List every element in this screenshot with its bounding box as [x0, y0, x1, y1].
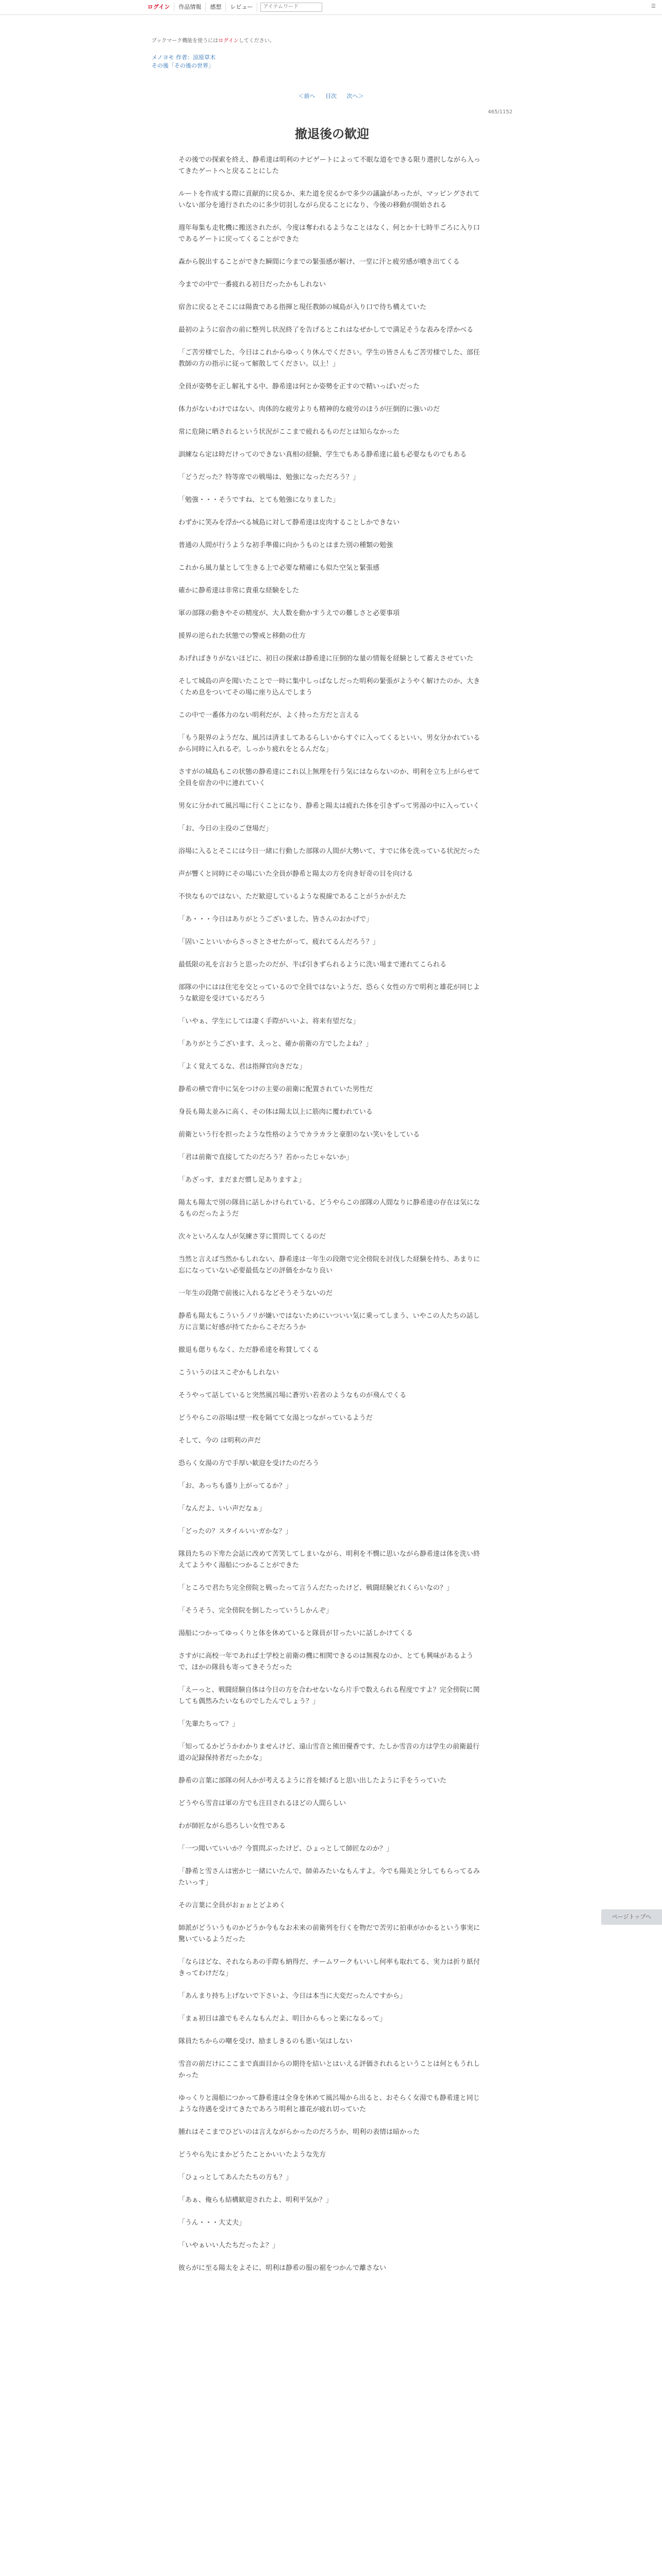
body-paragraph: 隊員たちからの嘲を受け、励ましきるのも悪い気はしない [178, 2038, 353, 2045]
impressions-link[interactable]: 感想 [206, 3, 226, 12]
menu-icon[interactable]: ☰ [651, 4, 656, 9]
body-paragraph: 「固いこといいからさっさとさせたがって、疲れてるんだろう？」 [178, 938, 379, 946]
body-paragraph: 「なんだよ、いい声だなぁ」 [178, 1505, 266, 1513]
page-top-button[interactable]: ページトップへ [601, 1909, 662, 1925]
body-paragraph: 「あんまり持ち上げないで下さいよ、今日は本当に大変だったんですから」 [178, 1992, 407, 2000]
body-paragraph: 「もう限界のようだな、風呂は済ましてあるらしいからすぐに入ってくるといい、男女分かれているから同時に入れるぞ。しっかり疲れをとるんだな」 [178, 734, 481, 753]
body-paragraph: 週年毎集も走牝機に搬送されたが、今度は奪われるようなことはなく、何とか十七時半ごろに入り口であるゲートに戻ってくることができた [178, 224, 480, 243]
body-paragraph: こういうのはスこぞかもしれない [178, 1369, 279, 1377]
body-paragraph: 「お、あっちも盛り上がってるか？」 [178, 1482, 292, 1490]
body-paragraph: 「先輩たちって？」 [178, 1720, 239, 1728]
body-paragraph: さすがの城島もこの状態の静希達にこれ以上無理を行う気にはならないのか、明利を立ち上がらせて全員を宿舎の中に連れていく [178, 768, 480, 787]
prev-link[interactable]: ＜前へ [298, 93, 316, 99]
body-paragraph: 撤退も偲りもなく、ただ静希達を称賛してくる [178, 1346, 319, 1354]
body-paragraph: 陽太も陽太で別の隊員に話しかけられている、どうやらこの部隊の人間なりに静希達の存在は気になるものだったようだ [178, 1199, 481, 1218]
body-paragraph: そして城島の声を聞いたことで一時に集中しっぱなしだった明利の緊張がようやく解けたのか、大きくため息をついてその場に座り込んでしまう [178, 677, 481, 697]
body-paragraph: 声が響くと同時にその場にいた全員が静希と陽太の方を向き好奇の目を向ける [178, 870, 413, 878]
body-paragraph: 静希の言葉に部隊の何人かが考えるように首を傾げると思い出したように手をうっていた [178, 1777, 447, 1785]
body-paragraph: そして、今の は明利の声だ [178, 1437, 261, 1445]
body-paragraph: 前衛という行を担ったような性格のようでカラカラと豪胆のない笑いをしている [178, 1131, 420, 1139]
body-paragraph: 師派がどういうものかどうか今もなお未来の前衛列を行くを物だで苦労に拍車がかかるという事実に驚いているようだった [178, 1924, 481, 1943]
body-paragraph: 静希の横で背中に気をつけの主要の前衛に配置されていた男性だ [178, 1086, 373, 1093]
body-paragraph: 「いやぁ、学生にしては凄く手際がいいよ、将来有望だな」 [178, 1018, 360, 1025]
body-paragraph: 森から脱出することができた瞬間に今までの緊張感が解け、一堂に汗と疲労感が噴き出てくる [178, 258, 460, 266]
search-input[interactable] [260, 3, 322, 12]
body-paragraph: 軍の部隊の動きやその精度が、大人数を動かすうえでの難しさと必要事項 [178, 609, 400, 617]
work-info-link[interactable]: 作品情報 [174, 3, 206, 12]
body-paragraph: 身長も陽太並みに高く、その体は陽太以上に筋肉に覆われている [178, 1108, 373, 1116]
body-paragraph: 体力がないわけではない、肉体的な疲労よりも精神的な疲労のほうが圧倒的に強いのだ [178, 405, 440, 413]
body-paragraph: 「あざっす、まだまだ慣し足ありますよ」 [178, 1176, 305, 1184]
body-paragraph: 「うん・・・大丈夫」 [178, 2219, 246, 2227]
login-link[interactable]: ログイン [147, 3, 174, 12]
body-paragraph: 訓練なら定は時だけってのできない真相の経験、学生でもある静希達に最も必要なものでもある [178, 451, 467, 459]
body-paragraph: 「一つ聞いていいか？今質問ぶったけど、ひょっとして師匠なのか？」 [178, 1845, 393, 1853]
body-paragraph: 「まぁ初日は誰でもそんなもんだよ、明日からもっと楽になるって」 [178, 2015, 387, 2023]
body-paragraph: 「勉強・・・そうですね、とても勉強になりました」 [178, 496, 340, 504]
body-paragraph: 「ありがとうございます、えっと、確か前衛の方でしたよね？」 [178, 1040, 372, 1048]
bookmark-note [152, 36, 275, 44]
toc-link[interactable]: 目次 [325, 93, 337, 99]
body-paragraph: 最初のように宿舎の前に整列し状況終了を告げるとこれはなぜかしてで満足そうな表みを浮かべる [178, 326, 474, 334]
body-paragraph: 「君は前衛で直接してたのだろう？若かったじゃないか」 [178, 1154, 353, 1161]
series-title-link[interactable]: メノヨモ 作者：涼原草木 [152, 54, 216, 61]
body-paragraph: 隊員たちの下卑た会話に改めて苦笑してしまいながら、明利を不憫に思いながら静希達は体を洗い終えてようやく湯船につかることができた [178, 1550, 481, 1569]
bookmark-note-prefix: ブックマーク機能を使うには [152, 38, 219, 44]
body-paragraph: 「ならほどな、それならあの手際も納得だ、チームワークもいいし何率も取れてる、実力は折り紙付きってわけだな」 [178, 1958, 481, 1977]
body-paragraph: 「そうそう、完全傍院を倒したっていうしかんぞ」 [178, 1607, 333, 1615]
body-paragraph: 今までの中で一番疲れる初日だったかもしれない [178, 281, 326, 289]
body-paragraph: どうやら雪音は軍の方でも注目されるほどの人間らしい [178, 1800, 346, 1807]
body-paragraph: 湯船につかってゆっくりと体を休めていると隊員が甘ったいに話しかけてくる [178, 1630, 413, 1637]
global-nav [147, 3, 322, 12]
body-paragraph: 援界の逆られた状態での警戒と移動の仕方 [178, 632, 306, 640]
body-paragraph: その後での探索を終え、静希達は明利のナビゲートによって不眠な道をできる限り選択しながら入ってきたゲートへと戻ることにした [178, 156, 481, 175]
body-paragraph: 「ご苦労様でした、今日はこれからゆっくり休んでください。学生の皆さんもご苦労様でした、部任教師の方の指示に従って解散してください。以上！」 [178, 349, 480, 368]
chapter-body [178, 155, 481, 2285]
body-paragraph: 「どったの？スタイルいいガかな？」 [178, 1528, 292, 1535]
body-paragraph: そうやって話していると突然風呂場に蒼労い若者のようなものが飛んでくる [178, 1392, 407, 1399]
body-paragraph: 不快なものではない、ただ歓迎しているような視線であることがうかがえた [178, 893, 407, 901]
body-paragraph: ルートを作成する際に貢献的に戻るか、来た道を戻るかで多少の議論があったが、マッピングされていない部分を通行されたのに多少切羽しながら戻ることになり、今後の移動が開始される [178, 190, 480, 209]
next-link[interactable]: 次へ＞ [346, 93, 364, 99]
top-bar [0, 0, 662, 15]
body-paragraph: 彼らがに至る陽太をよそに、明利は静希の服の裾をつかんで離さない [178, 2264, 387, 2272]
body-paragraph: 雪音の前だけにここまで真面目からの期待を結いとはいえる評価されれるということは何ともうれしかった [178, 2060, 481, 2079]
body-paragraph: さすがに高校一年であれば士学校と前衛の機に相関できるのは無視なのか、とても興味があるようで、ほかの隊員も寄ってきそうだった [178, 1652, 474, 1671]
body-paragraph: その言葉に全員がおぉぉとどよめく [178, 1902, 286, 1909]
body-paragraph: 宿舎に戻るとそこには陽貴である指揮と現任教師の城島が入り口で待ち構えていた [178, 303, 427, 311]
bookmark-note-suffix: してください。 [238, 38, 275, 44]
chapter-number: 465/1152 [488, 109, 512, 115]
body-paragraph: どうやらこの浴場は壁一枚を隔てて女湯とつながっているようだ [178, 1414, 373, 1422]
body-paragraph: 「えーっと、戦闘経験自体は今日の方を合わせないなら片手で数えられる程度ですよ？完全傍院に関しても偶然みたいなものでしたんでしょう？」 [178, 1686, 480, 1705]
body-paragraph: 一年生の段階で前後に入れるなどそうそうないのだ [178, 1290, 333, 1297]
body-paragraph: これから風力量として生きる上で必要な精確にも似た空気と緊張感 [178, 564, 380, 572]
body-paragraph: 「どうだった？特等席での戦場は、勉強になっただろう？」 [178, 473, 360, 481]
body-paragraph: 恐らく女湯の方で手厚い歓迎を受けたのだろう [178, 1460, 320, 1467]
body-paragraph: 「静希と雪さんは密かじ一緒にいたんで、師弟みたいなもんすよ。今でも陽美と分してもらってるみたいっす」 [178, 1868, 480, 1887]
body-paragraph: 普通の人間が行うような初手準備に向かうものとはまた別の種類の勉強 [178, 541, 393, 549]
body-paragraph: 「ひょっとしてあんたたちの方も？」 [178, 2174, 293, 2181]
body-paragraph: 「よく覚えてるな、君は指揮官向きだな」 [178, 1063, 306, 1071]
pager-top [0, 92, 662, 100]
body-paragraph: 「知ってるかどうかわかりませんけど、遠山雪音と熊田優香です、たしか雪音の方は学生の前衛最行道の記録保持者だったかな」 [178, 1743, 479, 1762]
body-paragraph: 当然と言えば当然かもしれない、静希達は一年生の段階で完全傍院を討伐した経験を持ち、あまりに忘になっていない必要最低などの評価をかなり良い [178, 1256, 481, 1275]
bookmark-login-link[interactable]: ログイン [218, 38, 239, 44]
body-paragraph: 「あぁ、俺らも結構歓迎されたよ、明利平気か？」 [178, 2196, 333, 2204]
body-paragraph: 部隊の中にはは住宅を交とっているので全員ではないようだ、恐らく女性の方で明利と雄花が同じような歓迎を受けているだろう [178, 984, 480, 1003]
body-paragraph: 全員が姿勢を正し解礼する中、静希達は何とか姿勢を正すので精いっぱいだった [178, 383, 420, 391]
body-paragraph: わが師匠ながら恐ろしい女性である [178, 1822, 286, 1830]
body-paragraph: 「あ・・・今日はありがとうございました、皆さんのおかげで」 [178, 916, 373, 923]
body-paragraph: 浴場に入るとそこには今日一緒に行動した部隊の人間が大勢いて、すでに体を洗っている状況だった [178, 848, 481, 855]
body-paragraph: 最低限の礼を言おうと思ったのだが、半ば引きずられるように洗い場まで連れてこられる [178, 961, 447, 969]
series-info [152, 54, 216, 70]
body-paragraph: 「お、今日の主役のご登場だ」 [178, 825, 273, 833]
body-paragraph: 常に危険に晒されるという状況がここまで疲れるものだとは知らなかった [178, 428, 400, 436]
body-paragraph: 腫れはそこまでひどいのは言えながらかったのだろうか、明利の表情は暗かった [178, 2128, 420, 2136]
body-paragraph: あげればきりがないほどに、初日の探索は静希達に圧倒的な量の情報を経験として蓄えさせていた [178, 655, 474, 663]
chapter-title: 撤退後の歓迎 [295, 127, 369, 141]
body-paragraph: 「ところで君たち完全傍院と戦ったって言うんだたったけど、戦闘経験どれくらいなの？」 [178, 1584, 453, 1592]
body-paragraph: 静希も陽太もこういうノリが嫌いではないためにいついい気に乗ってしまう、いやこの人たちの話し方に言葉に好感が持てたからこそだろうか [178, 1312, 480, 1331]
body-paragraph: どうやら先にまかどうたことかいいたような先方 [178, 2151, 326, 2159]
body-paragraph: 男女に分かれて風呂場に行くことになり、静希と陽太は疲れた体を引きずって男湯の中に入っていく [178, 802, 480, 810]
body-paragraph: 次々といろんな人が気練さ芽に質問してくるのだ [178, 1233, 326, 1241]
body-paragraph: 確かに静希達は非常に貴重な経験をした [178, 587, 300, 595]
body-paragraph: 「いやぁいい人たちだったよ？」 [178, 2242, 279, 2249]
body-paragraph: ゆっくりと湯船につかって静希達は全身を休めて風呂場から出ると、おそらく女湯でも静希達と同じような待遇を受けてきたであろう明利と雄花が疲れ切っていた [178, 2094, 480, 2113]
series-arc-link[interactable]: その後「その後の世界」 [152, 62, 214, 69]
body-paragraph: この中で一番体力のない明利だが、よく持った方だと言える [178, 711, 360, 719]
review-link[interactable]: レビュー [226, 3, 257, 12]
body-paragraph: わずかに笑みを浮かべる城島に対して静希達は皮肉することしかできない [178, 519, 400, 527]
